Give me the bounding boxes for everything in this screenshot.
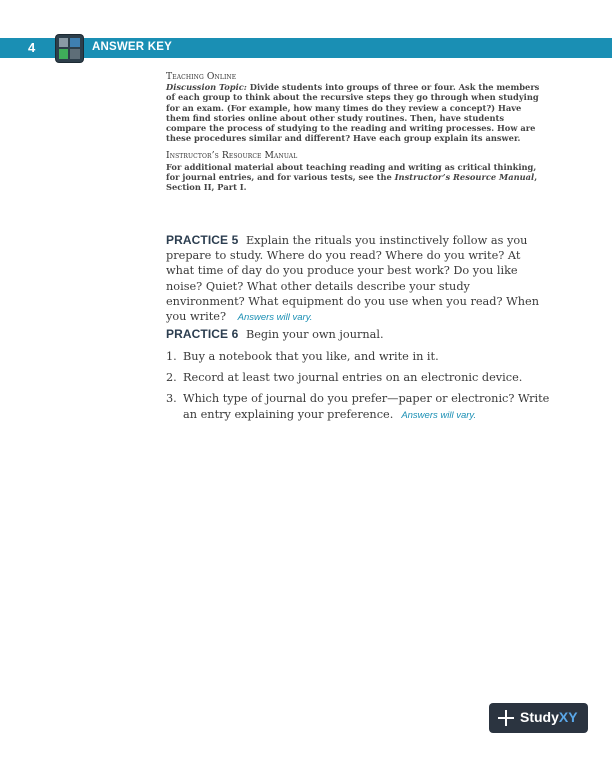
practice-5-label: PRACTICE 5 bbox=[166, 233, 239, 247]
list-item-number: 3. bbox=[166, 392, 177, 406]
page-number: 4 bbox=[28, 40, 36, 55]
brand-name bbox=[520, 709, 578, 725]
practice-6 bbox=[166, 327, 552, 342]
list-item bbox=[166, 349, 552, 364]
brand-accent: XY bbox=[558, 709, 578, 725]
resource-manual-book-title: Instructor’s Resource Manual bbox=[394, 171, 535, 182]
practice-6-label: PRACTICE 6 bbox=[166, 327, 239, 341]
resource-manual-section: , Section II, Part I. bbox=[166, 171, 538, 193]
answer-key-icon bbox=[56, 35, 83, 62]
teaching-online-body: Divide students into groups of three or four. Ask the members of each group to think about the recursive steps they go through when studying for an exam. (For example, how many times do they review a concept?) Have them find stories online about other study routines. Then, have students compare the process of studying to the reading and writing processes. How are these procedures similar and different? Have each group explain its answer. bbox=[166, 82, 540, 144]
discussion-topic-label: Discussion Topic: bbox=[166, 82, 247, 93]
studyxy-logo bbox=[489, 703, 588, 733]
list-item-number: 2. bbox=[166, 371, 177, 385]
teaching-online-heading: Teaching Online bbox=[166, 71, 237, 82]
header-bar bbox=[0, 38, 612, 58]
resource-manual-body: For additional material about teaching reading and writing as critical thinking, for journal entries, and for various tests, see the bbox=[166, 161, 537, 182]
plus-icon bbox=[498, 710, 514, 726]
practice-5 bbox=[166, 233, 552, 325]
practice-6-answer: Answers will vary. bbox=[401, 409, 477, 421]
teaching-online-paragraph bbox=[166, 82, 546, 143]
brand-main: Study bbox=[520, 709, 559, 725]
list-item-text: Buy a notebook that you like, and write in it. bbox=[183, 350, 439, 363]
list-item-text: Record at least two journal entries on an electronic device. bbox=[183, 371, 523, 385]
list-item-text: Which type of journal do you prefer—paper or electronic? Write an entry explaining your preference. bbox=[183, 392, 550, 421]
practice-5-text: Explain the rituals you instinctively follow as you prepare to study. Where do you read? Where do you write? At what time of day do you produce your best work? Do you like noise? Quiet? What other details describe your study environment? What equipment do you use when you read? When you write? bbox=[166, 234, 540, 324]
list-item bbox=[166, 370, 552, 385]
practice-6-text: Begin your own journal. bbox=[245, 328, 384, 341]
resource-manual-paragraph bbox=[166, 162, 546, 193]
teacher-notes bbox=[166, 72, 546, 200]
practice-5-answer: Answers will vary. bbox=[237, 312, 313, 324]
section-title: ANSWER KEY bbox=[92, 41, 172, 53]
resource-manual-heading: Instructor’s Resource Manual bbox=[166, 150, 298, 162]
list-item-number: 1. bbox=[166, 350, 177, 363]
list-item bbox=[166, 391, 552, 422]
practice-6-list bbox=[166, 349, 552, 429]
